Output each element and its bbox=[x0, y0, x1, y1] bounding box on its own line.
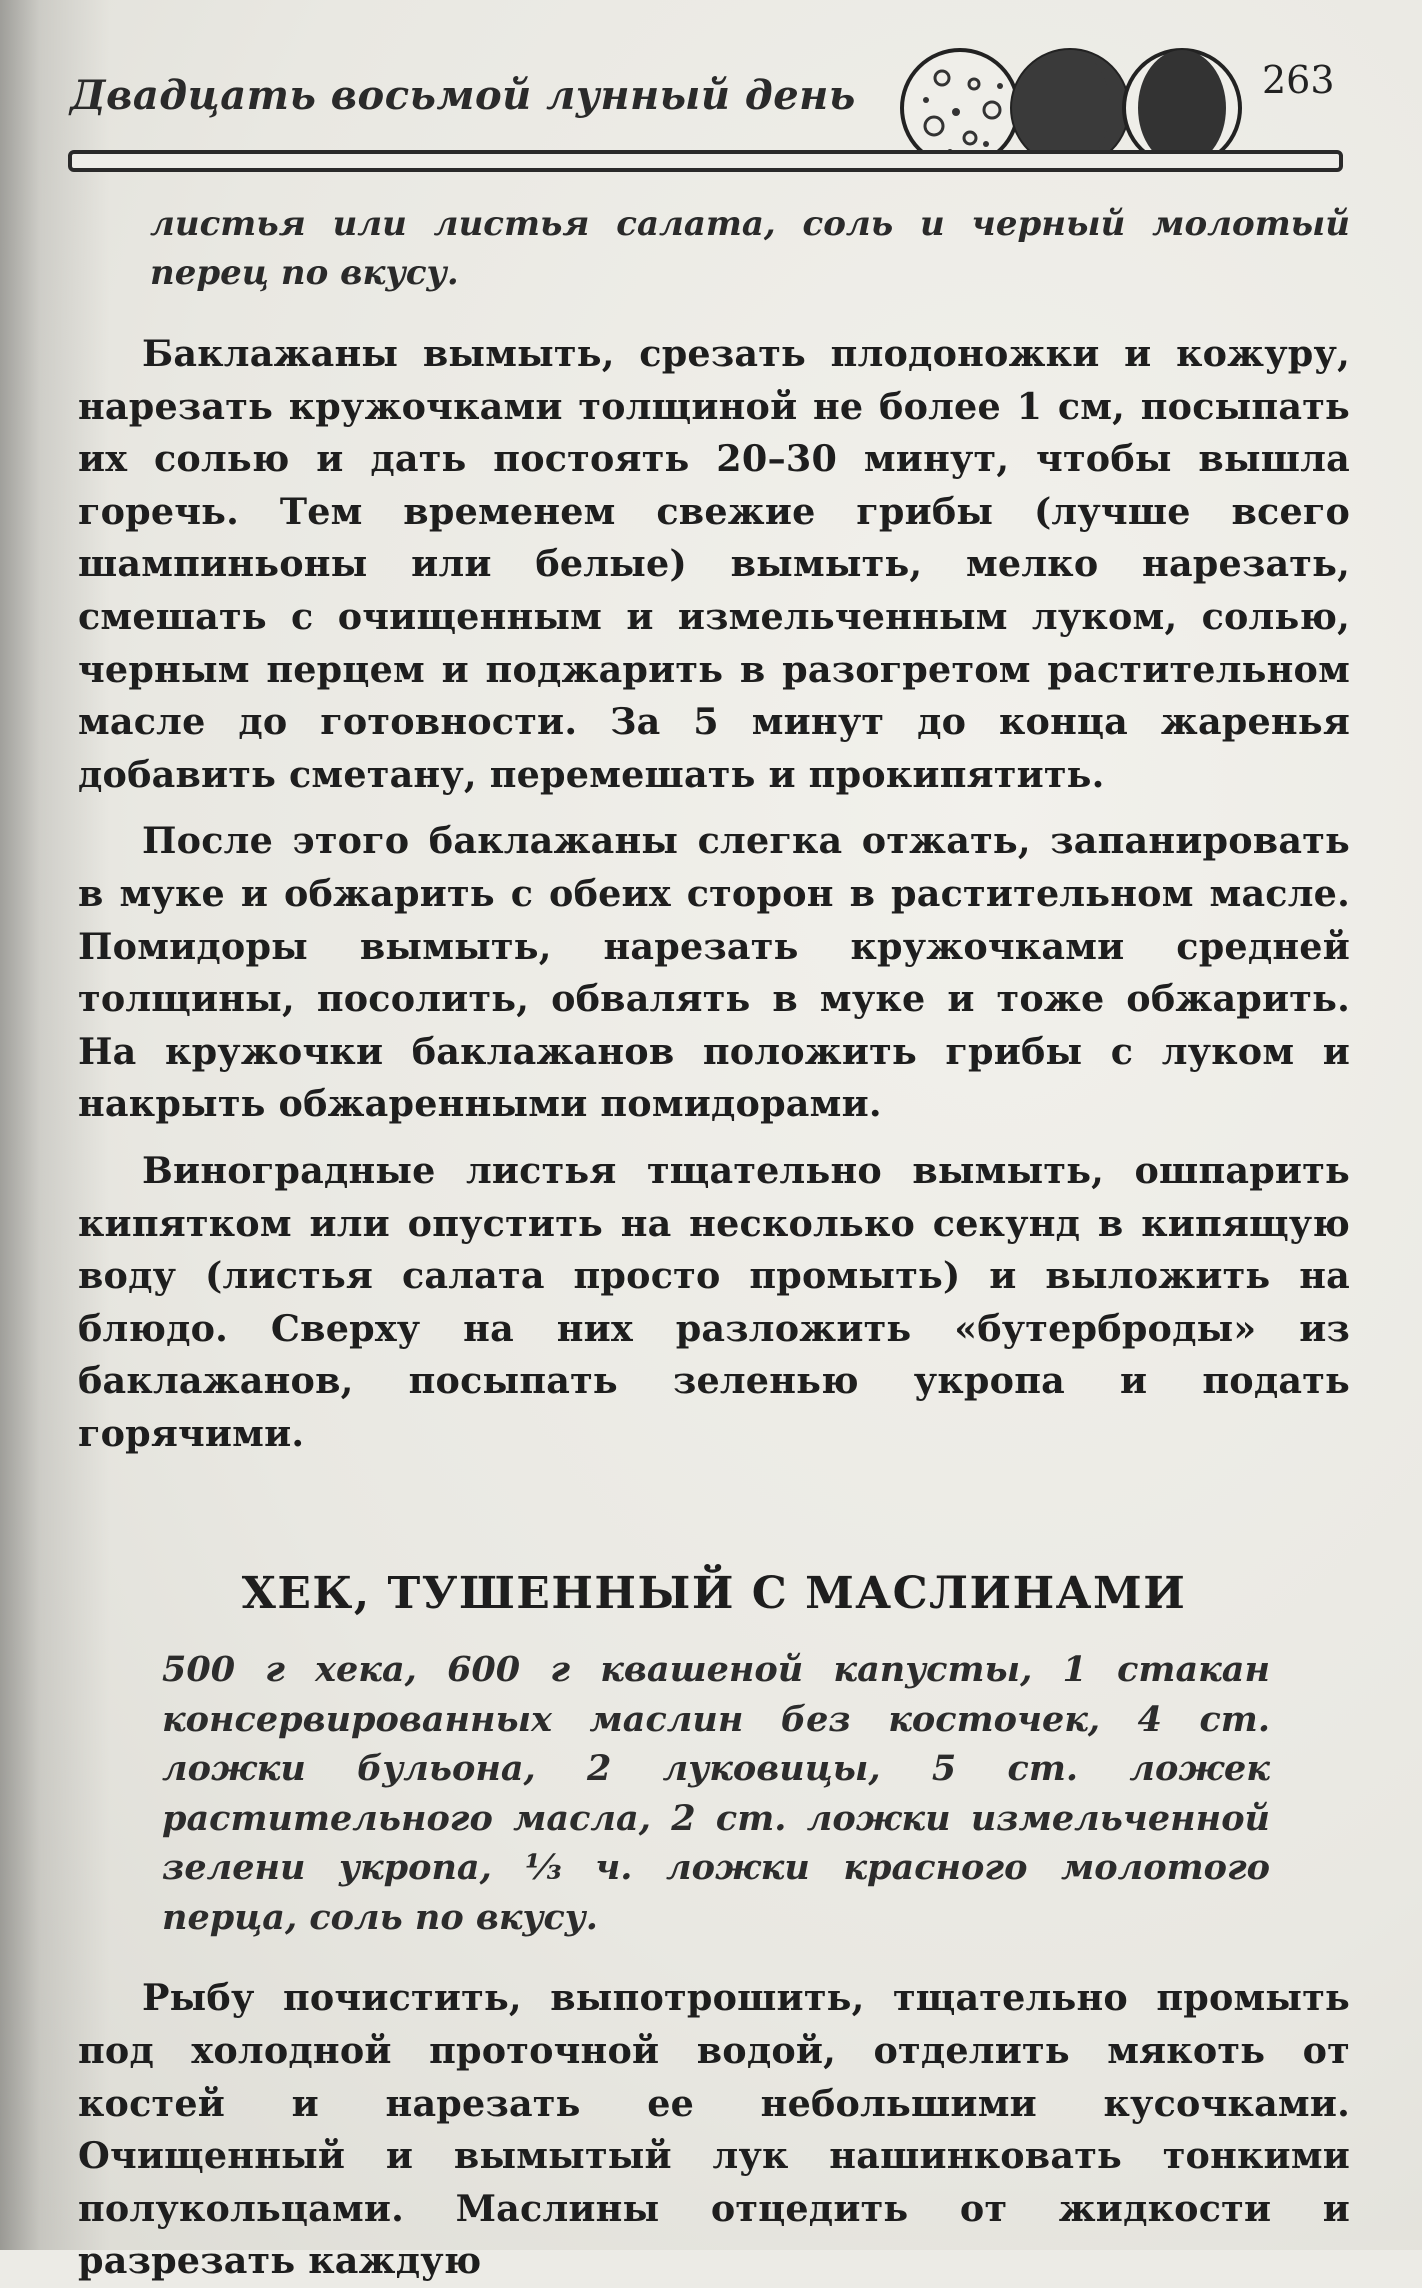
full-moon-icon bbox=[902, 50, 1018, 166]
page-body bbox=[78, 200, 1350, 2288]
header-rule bbox=[68, 150, 1343, 172]
new-moon-icon bbox=[1124, 50, 1240, 166]
recipe-title: ХЕК, ТУШЕННЫЙ С МАСЛИНАМИ bbox=[241, 1568, 1187, 1620]
waning-moon-icon bbox=[1012, 50, 1128, 166]
ingredients-continuation: листья или листья салата, соль и черный молотый перец по вкусу. bbox=[150, 204, 1350, 293]
method-paragraph-4: Рыбу почистить, выпотрошить, тщательно промыть под холодной проточной водой, отделить мякоть от костей и нарезать ее небольшими кусочками. Очищенный и вымытый лук нашинковать тонкими полукольцами. Маслины отцедить от жидкости и разрезать каждую bbox=[78, 1976, 1350, 2283]
method-paragraph-2: После этого баклажаны слегка отжать, запанировать в муке и обжарить с обеих сторон в растительном масле. Помидоры вымыть, нарезать кружочками средней толщины, посолить, обвалять в муке и тоже обжарить. На кружочки баклажанов положить грибы с луком и накрыть обжаренными помидорами. bbox=[78, 819, 1350, 1126]
method-paragraph-3: Виноградные листья тщательно вымыть, ошпарить кипятком или опустить на несколько секунд в кипящую воду (листья салата просто промыть) и выложить на блюдо. Сверху на них разложить «бутерброды» из баклажанов, посыпать зеленью укропа и подать горячими. bbox=[78, 1148, 1350, 1455]
ingredients-list: 500 г хека, 600 г квашеной капусты, 1 стакан консервированных маслин без косточек, 4 ст. ложки бульона, 2 луковицы, 5 ст. ложек растительного масла, 2 ст. ложки измельченной зелени укропа, ⅓ ч. ложки красного молотого перца, соль по вкусу. bbox=[162, 1649, 1270, 1938]
page-number: 263 bbox=[1262, 58, 1335, 102]
method-paragraph-1: Баклажаны вымыть, срезать плодоножки и кожуру, нарезать кружочками толщиной не более 1 см, посыпать их солью и дать постоять 20–30 минут, чтобы вышла горечь. Тем временем свежие грибы (лучше всего шампиньоны или белые) вымыть, мелко нарезать, смешать с очищенным и измельченным луком, солью, черным перцем и поджарить в разогретом растительном масле до готовности. За 5 минут до конца жаренья добавить сметану, перемешать и прокипятить. bbox=[78, 332, 1350, 796]
running-head: Двадцать восьмой лунный день bbox=[70, 72, 856, 119]
